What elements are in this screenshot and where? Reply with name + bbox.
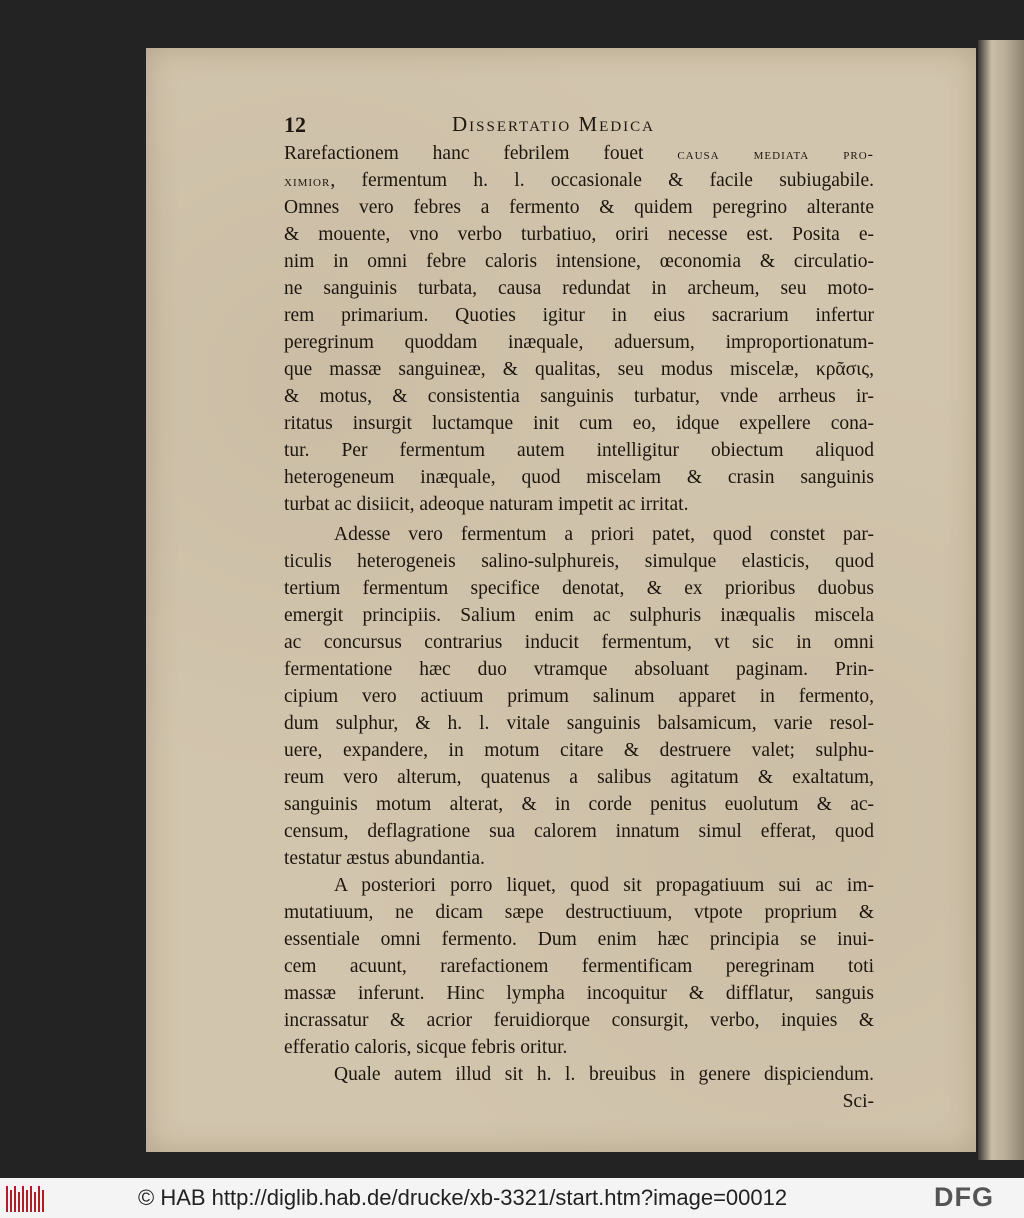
source-url[interactable]: © HAB http://diglib.hab.de/drucke/xb-3321/start.htm?image=00012 <box>138 1185 788 1210</box>
text-line: ritatus insurgit luctamque init cum eo, idque expellere cona- <box>284 413 874 434</box>
text-line: tertium fermentum specifice denotat, & ex prioribus duobus <box>284 578 874 599</box>
text-line: Quale autem illud sit h. l. breuibus in genere dispiciendum. <box>334 1064 874 1085</box>
text-line: ne sanguinis turbata, causa redundat in archeum, seu moto- <box>284 278 874 299</box>
text-line: reum vero alterum, quatenus a salibus agitatum & exaltatum, <box>284 767 874 788</box>
running-title: Dissertatio Medica <box>452 112 655 136</box>
text-line: heterogeneum inæquale, quod miscelam & crasin sanguinis <box>284 467 874 488</box>
text-line: tur. Per fermentum autem intelligitur obiectum aliquod <box>284 440 874 461</box>
text-line: incrassatur & acrior feruidiorque consurgit, verbo, inquies & <box>284 1010 874 1031</box>
hab-barcode-icon <box>6 1186 46 1212</box>
text-line: mutatiuum, ne dicam sæpe destructiuum, vtpote proprium & <box>284 902 874 923</box>
body-text <box>284 140 874 1115</box>
catchword: Sci- <box>842 1091 874 1112</box>
text-line: essentiale omni fermento. Dum enim hæc principia se inui- <box>284 929 874 950</box>
text-line: A posteriori porro liquet, quod sit propagatiuum sui ac im- <box>334 875 874 896</box>
text-line: & mouente, vno verbo turbatiuo, oriri necesse est. Posita e- <box>284 224 874 245</box>
text-line: peregrinum quoddam inæquale, aduersum, improportionatum- <box>284 332 874 353</box>
running-head <box>284 112 884 142</box>
text-line: turbat ac disiicit, adeoque naturam impetit ac irritat. <box>284 494 689 515</box>
dfg-logo: DFG <box>934 1182 994 1212</box>
text-line: uere, expandere, in motum citare & destruere valet; sulphu- <box>284 740 874 761</box>
page-number: 12 <box>284 112 306 137</box>
text-line: Omnes vero febres a fermento & quidem peregrino alterante <box>284 197 874 218</box>
viewer-footer <box>0 1178 1024 1218</box>
text-line: ximior, fermentum h. l. occasionale & facile subiugabile. <box>284 170 874 191</box>
text-line: fermentatione hæc duo vtramque absoluant paginam. Prin- <box>284 659 874 680</box>
text-line: Adesse vero fermentum a priori patet, quod constet par- <box>334 524 874 545</box>
text-line: emergit principiis. Salium enim ac sulphuris inæqualis miscela <box>284 605 874 626</box>
text-line: ticulis heterogeneis salino-sulphureis, simulque elasticis, quod <box>284 551 874 572</box>
next-page-edge <box>978 40 1024 1160</box>
text-line: ac concursus contrarius inducit fermentum, vt sic in omni <box>284 632 874 653</box>
text-line: massæ inferunt. Hinc lympha incoquitur & difflatur, sanguis <box>284 983 874 1004</box>
text-line: rem primarium. Quoties igitur in eius sacrarium infertur <box>284 305 874 326</box>
text-line: que massæ sanguineæ, & qualitas, seu modus miscelæ, κρᾶσις, <box>284 359 874 380</box>
text-line: cipium vero actiuum primum salinum apparet in fermento, <box>284 686 874 707</box>
text-line: dum sulphur, & h. l. vitale sanguinis balsamicum, varie resol- <box>284 713 874 734</box>
text-line: cem acuunt, rarefactionem fermentificam peregrinam toti <box>284 956 874 977</box>
text-line: testatur æstus abundantia. <box>284 848 485 869</box>
text-line: Rarefactionem hanc febrilem fouet causa mediata pro- <box>284 143 874 164</box>
text-line: censum, deflagratione sua calorem innatum simul efferat, quod <box>284 821 874 842</box>
text-line: nim in omni febre caloris intensione, œconomia & circulatio- <box>284 251 874 272</box>
text-line: & motus, & consistentia sanguinis turbatur, vnde arrheus ir- <box>284 386 874 407</box>
text-line: efferatio caloris, sicque febris oritur. <box>284 1037 568 1058</box>
text-line: sanguinis motum alterat, & in corde penitus euolutum & ac- <box>284 794 874 815</box>
